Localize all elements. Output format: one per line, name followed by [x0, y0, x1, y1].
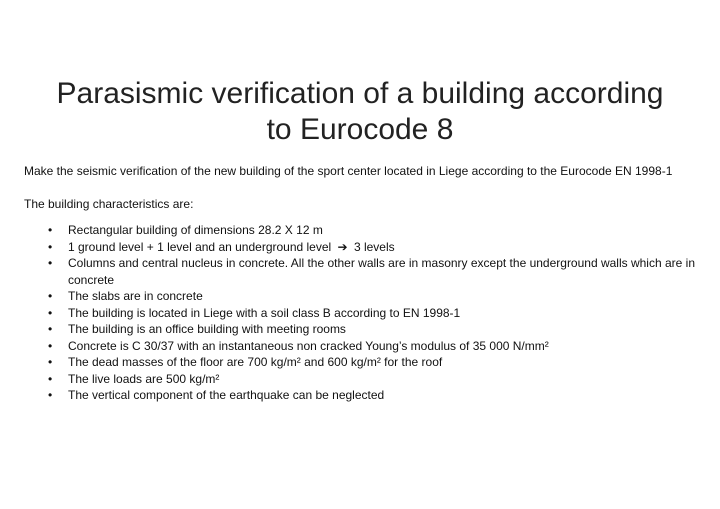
intro-paragraph: Make the seismic verification of the new building of the sport center located in Liege according to the Eurocode EN 1998-1 — [24, 164, 673, 178]
bullet-icon: • — [48, 256, 53, 270]
characteristics-list — [24, 222, 696, 404]
list-item: • The slabs are in concrete — [48, 289, 203, 303]
list-item: • The building is located in Liege with a soil class B according to EN 1998-1 — [48, 305, 461, 320]
bullet-icon: • — [48, 388, 53, 402]
list-item: • The vertical component of the earthquake can be neglected — [48, 388, 385, 402]
slide-title: Parasismic verification of a building according to Eurocode 8 — [56, 77, 664, 146]
bullet-icon: • — [48, 289, 53, 303]
bullet-icon: • — [48, 305, 53, 320]
list-item: • The building is an office building with meeting rooms — [48, 322, 346, 336]
arrow-right-icon: ➔ — [337, 239, 348, 254]
list-item: • Columns and central nucleus in concrete. All the other walls are in masonry except the underground walls which are in concrete — [48, 256, 695, 287]
list-item: • The dead masses of the floor are 700 kg/m² and 600 kg/m² for the roof — [48, 355, 443, 369]
list-item: • 1 ground level + 1 level and an underground level ➔ 3 levels — [48, 239, 395, 254]
characteristics-lead: The building characteristics are: — [24, 196, 194, 211]
bullet-icon: • — [48, 338, 53, 353]
list-item: • The live loads are 500 kg/m² — [48, 371, 220, 386]
list-item: • Rectangular building of dimensions 28.2 X 12 m — [48, 223, 323, 237]
bullet-icon: • — [48, 239, 53, 254]
bullet-icon: • — [48, 371, 53, 386]
bullet-icon: • — [48, 355, 53, 369]
bullet-icon: • — [48, 223, 53, 237]
list-item: • Concrete is C 30/37 with an instantaneous non cracked Young’s modulus of 35 000 N/mm² — [48, 338, 549, 353]
bullet-icon: • — [48, 322, 53, 336]
slide-body — [24, 163, 696, 404]
